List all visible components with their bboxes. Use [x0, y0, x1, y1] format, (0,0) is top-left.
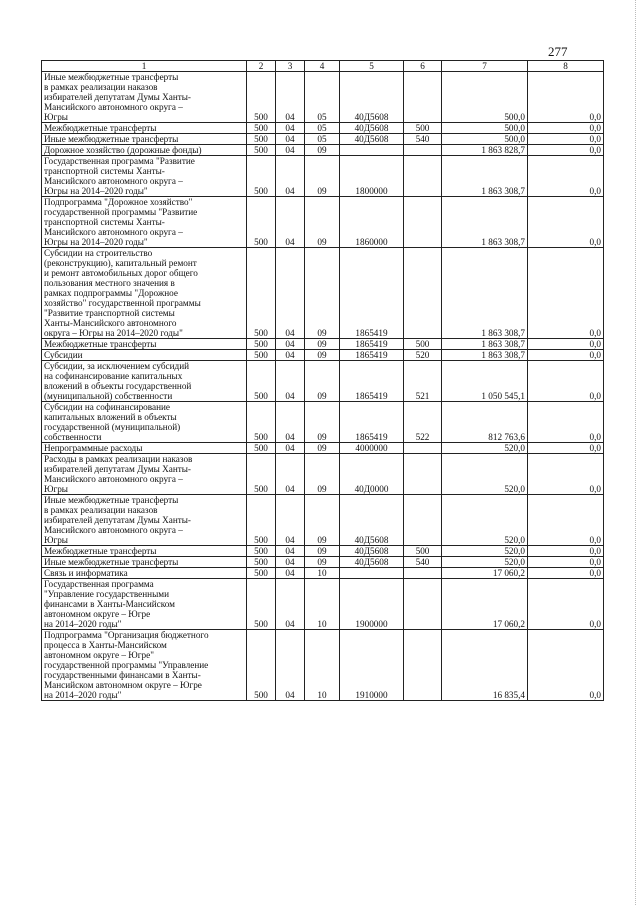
table-row	[42, 546, 604, 557]
col5-cell: 40Д5608	[340, 134, 404, 145]
col7-amount: 500,0	[442, 134, 528, 145]
col7-amount: 520,0	[442, 495, 528, 546]
col3-cell: 04	[276, 123, 305, 134]
col4-cell: 09	[305, 495, 340, 546]
table-row	[42, 361, 604, 402]
col2-cell: 500	[247, 123, 276, 134]
col7-amount: 520,0	[442, 443, 528, 454]
col5-cell	[340, 568, 404, 579]
col3-cell: 04	[276, 156, 305, 197]
col5-cell: 40Д5608	[340, 72, 404, 123]
col4-cell: 10	[305, 568, 340, 579]
col3-cell: 04	[276, 248, 305, 339]
col2-cell: 500	[247, 546, 276, 557]
col5-cell: 40Д5608	[340, 495, 404, 546]
row-name: Подпрограмма "Организация бюджетного процесса в Ханты-Мансийском автономном округе – Югре" государственной программы "Управление государственными финансами в Ханты- Мансийском автономном округе – Югре на 2014–2020 годы"	[42, 630, 247, 701]
col4-cell: 09	[305, 454, 340, 495]
col8-amount: 0,0	[528, 443, 604, 454]
row-name: Государственная программа "Управление государственными финансами в Ханты-Мансийском автономном округе – Югре на 2014–2020 годы"	[42, 579, 247, 630]
col-header: 5	[340, 61, 404, 72]
col8-amount: 0,0	[528, 145, 604, 156]
col8-amount: 0,0	[528, 197, 604, 248]
col8-amount: 0,0	[528, 361, 604, 402]
row-name: Межбюджетные трансферты	[42, 123, 247, 134]
row-name: Расходы в рамках реализации наказов избирателей депутатам Думы Ханты- Мансийского автономного округа – Югры	[42, 454, 247, 495]
row-name: Иные межбюджетные трансферты	[42, 134, 247, 145]
col5-cell: 1910000	[340, 630, 404, 701]
row-name: Иные межбюджетные трансферты в рамках реализации наказов избирателей депутатам Думы Ханты- Мансийского автономного округа – Югры	[42, 495, 247, 546]
col2-cell: 500	[247, 156, 276, 197]
table-row	[42, 350, 604, 361]
table-row	[42, 579, 604, 630]
row-name: Дорожное хозяйство (дорожные фонды)	[42, 145, 247, 156]
col6-cell: 521	[404, 361, 442, 402]
table-row	[42, 248, 604, 339]
col7-amount: 812 763,6	[442, 402, 528, 443]
col8-amount: 0,0	[528, 350, 604, 361]
col2-cell: 500	[247, 579, 276, 630]
table-row	[42, 557, 604, 568]
col7-amount: 520,0	[442, 546, 528, 557]
col3-cell: 04	[276, 443, 305, 454]
table-row	[42, 454, 604, 495]
col-header: 4	[305, 61, 340, 72]
col6-cell: 500	[404, 123, 442, 134]
col8-amount: 0,0	[528, 568, 604, 579]
table-row	[42, 72, 604, 123]
table-row	[42, 123, 604, 134]
col-header: 3	[276, 61, 305, 72]
col5-cell: 1865419	[340, 350, 404, 361]
col7-amount: 16 835,4	[442, 630, 528, 701]
col4-cell: 05	[305, 72, 340, 123]
table-row	[42, 630, 604, 701]
col6-cell: 520	[404, 350, 442, 361]
header-row	[42, 61, 604, 72]
col2-cell: 500	[247, 339, 276, 350]
col3-cell: 04	[276, 630, 305, 701]
table-row	[42, 197, 604, 248]
col6-cell	[404, 156, 442, 197]
col2-cell: 500	[247, 72, 276, 123]
col3-cell: 04	[276, 361, 305, 402]
col3-cell: 04	[276, 350, 305, 361]
col5-cell: 1800000	[340, 156, 404, 197]
col7-amount: 1 863 828,7	[442, 145, 528, 156]
col5-cell: 40Д5608	[340, 546, 404, 557]
col3-cell: 04	[276, 546, 305, 557]
col6-cell: 500	[404, 546, 442, 557]
col6-cell	[404, 248, 442, 339]
row-name: Субсидии, за исключением субсидий на софинансирование капитальных вложений в объекты государственной (муниципальной) собственности	[42, 361, 247, 402]
col7-amount: 500,0	[442, 72, 528, 123]
col4-cell: 09	[305, 156, 340, 197]
col-header: 7	[442, 61, 528, 72]
col8-amount: 0,0	[528, 248, 604, 339]
col4-cell: 09	[305, 361, 340, 402]
col2-cell: 500	[247, 402, 276, 443]
table-row	[42, 568, 604, 579]
col7-amount: 520,0	[442, 454, 528, 495]
table-row	[42, 134, 604, 145]
col4-cell: 09	[305, 339, 340, 350]
col3-cell: 04	[276, 134, 305, 145]
col7-amount: 17 060,2	[442, 568, 528, 579]
col2-cell: 500	[247, 350, 276, 361]
col-header: 1	[42, 61, 247, 72]
col8-amount: 0,0	[528, 156, 604, 197]
col8-amount: 0,0	[528, 579, 604, 630]
col6-cell	[404, 568, 442, 579]
col8-amount: 0,0	[528, 630, 604, 701]
col2-cell: 500	[247, 197, 276, 248]
col6-cell: 540	[404, 557, 442, 568]
col5-cell: 1865419	[340, 402, 404, 443]
col3-cell: 04	[276, 454, 305, 495]
budget-table	[41, 60, 604, 701]
col3-cell: 04	[276, 402, 305, 443]
col8-amount: 0,0	[528, 134, 604, 145]
row-name: Субсидии на строительство (реконструкцию), капитальный ремонт и ремонт автомобильных дорог общего пользования местного значения в рамках подпрограммы "Дорожное хозяйство" государственной программы "Развитие транспортной системы Ханты-Мансийского автономного округа – Югры на 2014–2020 годы"	[42, 248, 247, 339]
col7-amount: 17 060,2	[442, 579, 528, 630]
col3-cell: 04	[276, 557, 305, 568]
col-header: 6	[404, 61, 442, 72]
col8-amount: 0,0	[528, 557, 604, 568]
col2-cell: 500	[247, 134, 276, 145]
col6-cell: 522	[404, 402, 442, 443]
col4-cell: 09	[305, 350, 340, 361]
col6-cell	[404, 72, 442, 123]
col4-cell: 05	[305, 123, 340, 134]
col5-cell: 1865419	[340, 361, 404, 402]
col7-amount: 1 050 545,1	[442, 361, 528, 402]
col6-cell	[404, 579, 442, 630]
col2-cell: 500	[247, 630, 276, 701]
col5-cell: 1860000	[340, 197, 404, 248]
table-row	[42, 443, 604, 454]
col5-cell: 40Д0000	[340, 454, 404, 495]
col5-cell: 1865419	[340, 339, 404, 350]
row-name: Субсидии	[42, 350, 247, 361]
col2-cell: 500	[247, 145, 276, 156]
col6-cell	[404, 495, 442, 546]
col2-cell: 500	[247, 557, 276, 568]
col3-cell: 04	[276, 72, 305, 123]
col4-cell: 09	[305, 557, 340, 568]
col7-amount: 1 863 308,7	[442, 248, 528, 339]
col5-cell: 1900000	[340, 579, 404, 630]
col3-cell: 04	[276, 145, 305, 156]
row-name: Государственная программа "Развитие транспортной системы Ханты- Мансийского автономного округа – Югры на 2014–2020 годы"	[42, 156, 247, 197]
col8-amount: 0,0	[528, 402, 604, 443]
col6-cell: 500	[404, 339, 442, 350]
col3-cell: 04	[276, 495, 305, 546]
col8-amount: 0,0	[528, 495, 604, 546]
col8-amount: 0,0	[528, 454, 604, 495]
col3-cell: 04	[276, 568, 305, 579]
col3-cell: 04	[276, 339, 305, 350]
col6-cell: 540	[404, 134, 442, 145]
table-row	[42, 495, 604, 546]
col7-amount: 520,0	[442, 557, 528, 568]
col8-amount: 0,0	[528, 123, 604, 134]
col7-amount: 1 863 308,7	[442, 339, 528, 350]
col6-cell	[404, 454, 442, 495]
col8-amount: 0,0	[528, 72, 604, 123]
col8-amount: 0,0	[528, 546, 604, 557]
col5-cell: 40Д5608	[340, 123, 404, 134]
row-name: Непрограммные расходы	[42, 443, 247, 454]
row-name: Субсидии на софинансирование капитальных вложений в объекты государственной (муниципальной) собственности	[42, 402, 247, 443]
table-row	[42, 339, 604, 350]
col4-cell: 10	[305, 630, 340, 701]
col5-cell: 4000000	[340, 443, 404, 454]
col2-cell: 500	[247, 495, 276, 546]
col4-cell: 09	[305, 197, 340, 248]
col5-cell	[340, 145, 404, 156]
table-row	[42, 402, 604, 443]
col4-cell: 09	[305, 248, 340, 339]
col2-cell: 500	[247, 361, 276, 402]
col4-cell: 05	[305, 134, 340, 145]
col5-cell: 40Д5608	[340, 557, 404, 568]
row-name: Иные межбюджетные трансферты в рамках реализации наказов избирателей депутатам Думы Ханты- Мансийского автономного округа – Югры	[42, 72, 247, 123]
col7-amount: 1 863 308,7	[442, 197, 528, 248]
row-name: Межбюджетные трансферты	[42, 546, 247, 557]
page-number: 277	[548, 44, 568, 59]
col-header: 8	[528, 61, 604, 72]
col5-cell: 1865419	[340, 248, 404, 339]
row-name: Иные межбюджетные трансферты	[42, 557, 247, 568]
row-name: Связь и информатика	[42, 568, 247, 579]
col4-cell: 10	[305, 579, 340, 630]
col4-cell: 09	[305, 145, 340, 156]
table-row	[42, 145, 604, 156]
col3-cell: 04	[276, 579, 305, 630]
row-name: Межбюджетные трансферты	[42, 339, 247, 350]
col2-cell: 500	[247, 248, 276, 339]
col6-cell	[404, 443, 442, 454]
col4-cell: 09	[305, 546, 340, 557]
table-row	[42, 156, 604, 197]
col7-amount: 1 863 308,7	[442, 350, 528, 361]
col3-cell: 04	[276, 197, 305, 248]
col4-cell: 09	[305, 402, 340, 443]
col7-amount: 1 863 308,7	[442, 156, 528, 197]
col7-amount: 500,0	[442, 123, 528, 134]
col2-cell: 500	[247, 443, 276, 454]
col6-cell	[404, 197, 442, 248]
col2-cell: 500	[247, 568, 276, 579]
row-name: Подпрограмма "Дорожное хозяйство" государственной программы "Развитие транспортной системы Ханты- Мансийского автономного округа – Югры на 2014–2020 годы"	[42, 197, 247, 248]
col8-amount: 0,0	[528, 339, 604, 350]
scan-edge	[634, 0, 636, 905]
col6-cell	[404, 145, 442, 156]
col-header: 2	[247, 61, 276, 72]
col2-cell: 500	[247, 454, 276, 495]
col4-cell: 09	[305, 443, 340, 454]
col6-cell	[404, 630, 442, 701]
